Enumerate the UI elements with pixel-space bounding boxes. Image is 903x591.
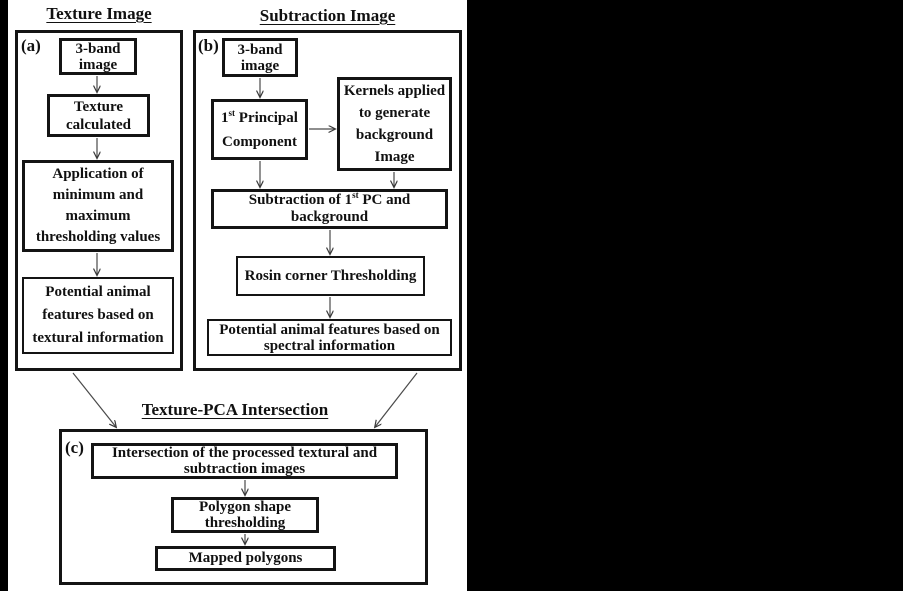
box-line: Application of bbox=[52, 166, 144, 182]
box-polygon-shape-thresholding bbox=[171, 497, 319, 533]
box-line: Intersection of the processed textural and bbox=[111, 445, 378, 461]
box-first-principal-component bbox=[211, 99, 308, 160]
box-line: textural information bbox=[32, 330, 164, 346]
box-line: thresholding values bbox=[35, 229, 161, 245]
box-line: Polygon shape bbox=[198, 499, 292, 515]
box-line: subtraction images bbox=[183, 461, 306, 477]
box-thresholding-values bbox=[22, 160, 174, 252]
heading-text: Subtraction Image bbox=[259, 6, 396, 25]
heading-subtraction-image bbox=[193, 6, 462, 26]
box-line: thresholding bbox=[204, 515, 286, 531]
box-line: background bbox=[290, 209, 369, 225]
box-line: calculated bbox=[66, 116, 131, 133]
panel-label-a: (a) bbox=[21, 36, 41, 55]
right-black-bar bbox=[467, 0, 903, 591]
heading-texture-pca-intersection bbox=[60, 400, 410, 420]
left-black-bar bbox=[0, 0, 8, 591]
heading-text: Texture-PCA Intersection bbox=[141, 400, 329, 419]
heading-texture-image bbox=[15, 4, 183, 24]
box-line: Rosin corner Thresholding bbox=[244, 267, 417, 284]
box-subtraction-pc-background bbox=[211, 189, 448, 229]
box-line: background bbox=[355, 127, 434, 143]
box-line bbox=[249, 192, 411, 209]
box-line: Image bbox=[374, 149, 415, 165]
box-line: spectral information bbox=[263, 337, 396, 354]
box-line: minimum and bbox=[52, 187, 144, 203]
box-mapped-polygons bbox=[155, 546, 336, 571]
box-3band-image-a bbox=[59, 38, 137, 75]
box-line: Mapped polygons bbox=[188, 550, 303, 566]
pc-line-pre: 1 bbox=[221, 109, 229, 126]
box-rosin-thresholding bbox=[236, 256, 425, 296]
box-potential-textural bbox=[22, 277, 174, 354]
box-line: maximum bbox=[65, 208, 131, 224]
box-line: Potential animal features based on bbox=[219, 321, 440, 338]
heading-text: Texture Image bbox=[46, 4, 152, 23]
box-intersection-images bbox=[91, 443, 398, 479]
panel-label-b: (b) bbox=[198, 36, 219, 55]
sub-line-post: PC and bbox=[358, 192, 411, 208]
box-texture-calculated bbox=[47, 94, 150, 137]
box-line: to generate bbox=[358, 105, 431, 121]
box-line: 3-band bbox=[237, 41, 283, 58]
sub-line-pre: Subtraction of 1 bbox=[248, 192, 353, 208]
pc-superscript: st bbox=[228, 107, 236, 118]
box-line: Kernels applied bbox=[343, 83, 446, 99]
box-line: image bbox=[240, 57, 280, 74]
box-line: Texture bbox=[73, 98, 124, 115]
box-line: Component bbox=[221, 133, 297, 150]
box-line: features based on bbox=[42, 307, 154, 323]
pc-line-post: Principal bbox=[235, 109, 298, 126]
box-kernels-background bbox=[337, 77, 452, 171]
sub-superscript: st bbox=[352, 190, 359, 200]
panel-label-c: (c) bbox=[65, 438, 84, 457]
box-line: Potential animal bbox=[45, 284, 151, 300]
box-line bbox=[221, 106, 298, 130]
box-line: 3-band bbox=[75, 40, 121, 57]
box-line: image bbox=[78, 56, 118, 73]
box-potential-spectral bbox=[207, 319, 452, 356]
box-3band-image-b bbox=[222, 38, 298, 77]
